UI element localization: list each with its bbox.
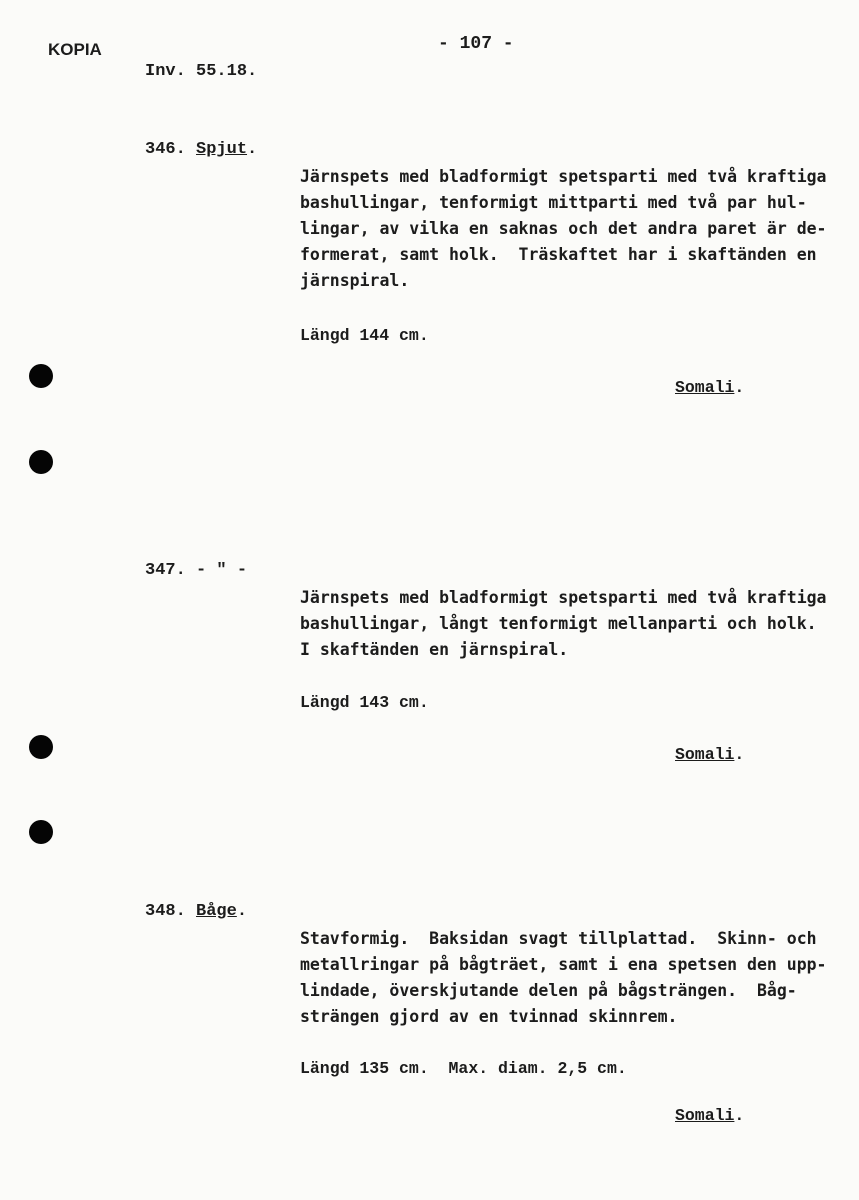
entry-origin (675, 378, 744, 397)
entry-title: Båge (196, 902, 237, 921)
entry-measurement: Längd 135 cm. Max. diam. 2,5 cm. (300, 1059, 627, 1078)
origin-suffix: . (734, 1106, 745, 1125)
entry-number: 347. (145, 561, 186, 580)
entry-title: Spjut (196, 140, 248, 159)
entry-measurement: Längd 143 cm. (300, 693, 429, 712)
origin-suffix: . (734, 378, 745, 397)
entry-title-suffix: . (247, 140, 258, 159)
entry-description: Järnspets med bladformigt spetsparti med två kraftiga bashullingar, långt tenformigt mellanparti och holk. I skaftänden en järnspiral. (300, 588, 827, 659)
entry-heading (145, 561, 247, 580)
entry-title-suffix: . (236, 902, 248, 921)
entry-title: - " - (196, 561, 248, 580)
punch-hole (29, 450, 53, 474)
origin-label: Somali (675, 378, 735, 397)
punch-hole (29, 735, 53, 759)
entry-measurement: Längd 144 cm. (300, 326, 429, 345)
entry-origin (675, 745, 744, 764)
entry-heading (145, 902, 247, 921)
origin-suffix: . (734, 745, 745, 764)
entry-description: Stavformig. Baksidan svagt tillplattad. Skinn- och metallringar på bågträet, samt i ena spetsen den upp- lindade, överskjutande delen på bågsträngen. Båg- strängen gjord av en tvinnad skinnrem. (300, 929, 827, 1026)
entry-origin (675, 1106, 744, 1125)
origin-label: Somali (675, 1106, 735, 1125)
entry-number: 348. (145, 902, 186, 921)
origin-label: Somali (675, 745, 735, 764)
punch-hole (29, 364, 53, 388)
entry-heading (145, 140, 257, 159)
kopia-stamp: KOPIA (48, 40, 102, 59)
inventory-number: Inv. 55.18. (145, 62, 258, 81)
entry-description: Järnspets med bladformigt spetsparti med två kraftiga bashullingar, tenformigt mittparti med två par hul- lingar, av vilka en saknas och det andra paret är de- formerat, samt holk. Träskaftet har i skaftänden en järnspiral. (300, 167, 827, 290)
punch-hole (29, 820, 53, 844)
page-number: - 107 - (438, 34, 514, 54)
entry-number: 346. (145, 140, 186, 159)
